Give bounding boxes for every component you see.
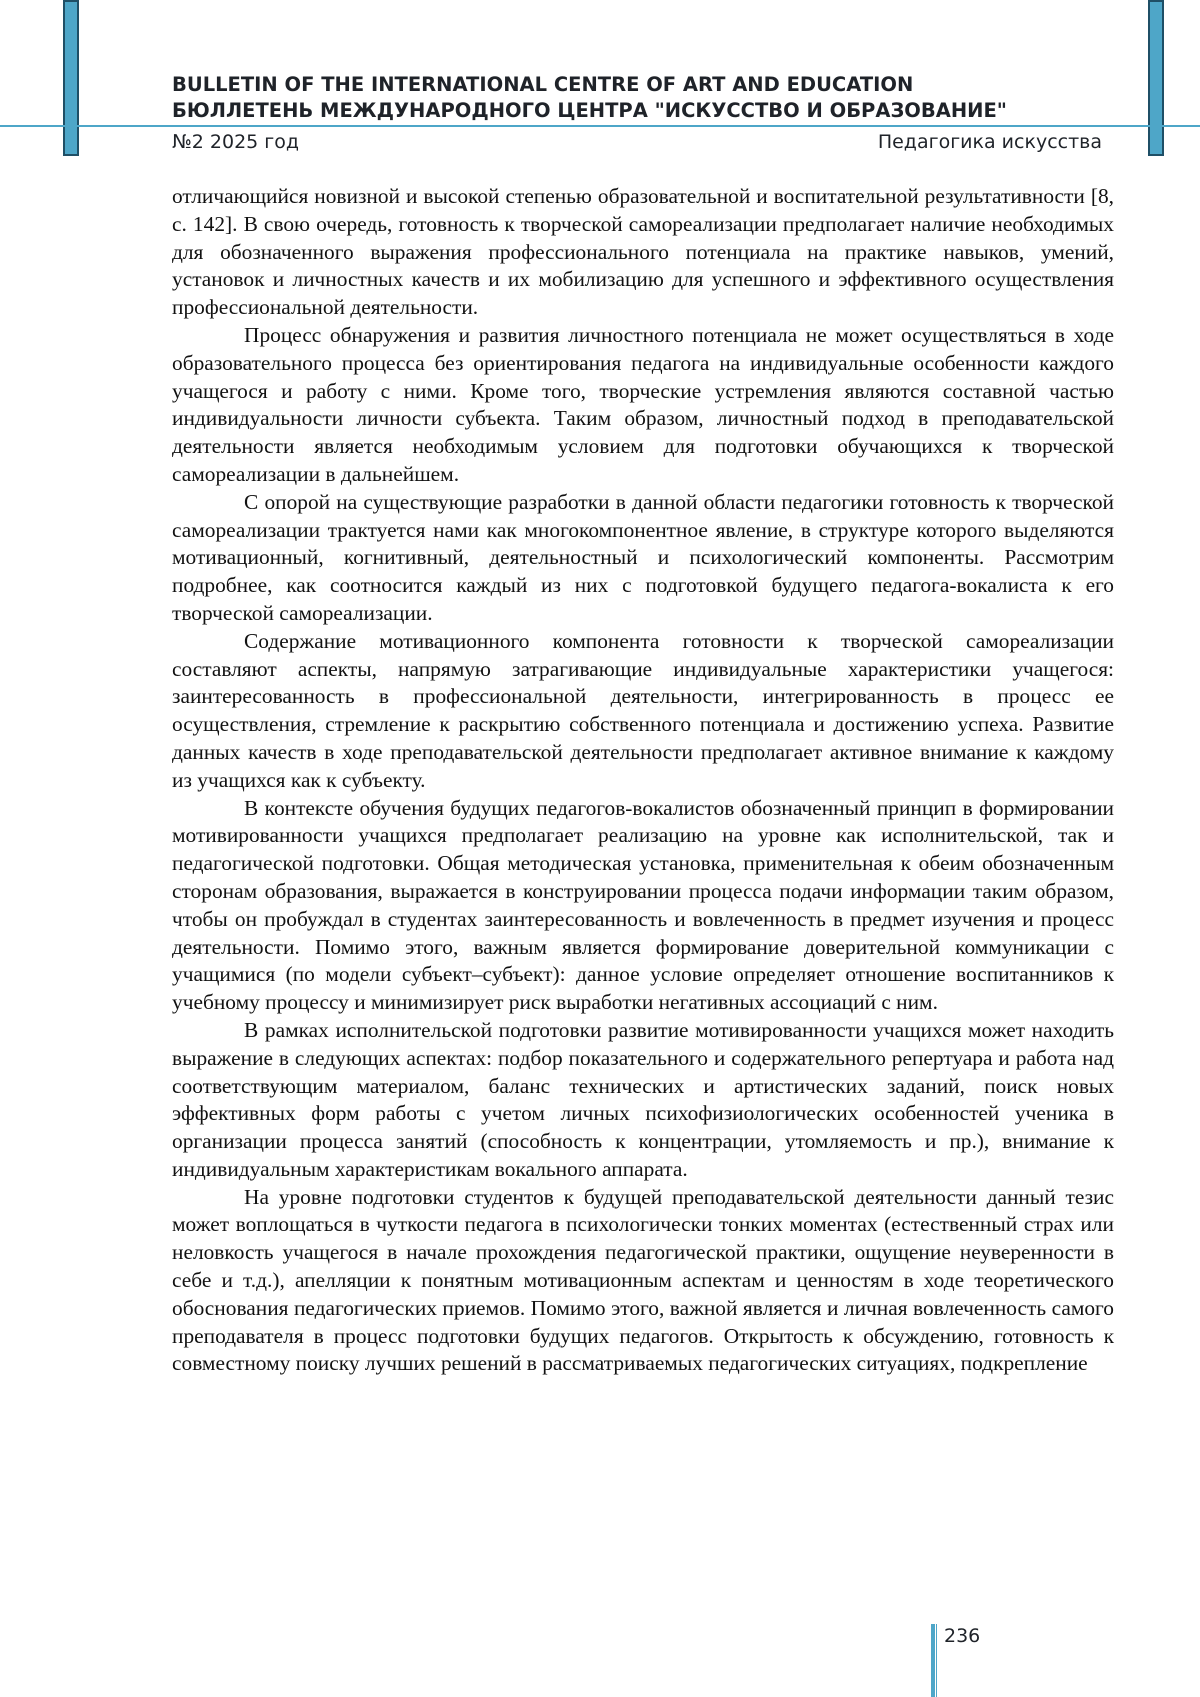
article-body — [172, 183, 1114, 1378]
paragraph: отличающийся новизной и высокой степенью образовательной и воспитательной результативности [8, с. 142]. В свою очередь, готовность к творческой самореализации предполагает наличие необходимых для обозначенного выражения профессионального потенциала на практике навыков, умений, установок и личностных качеств и их мобилизацию для успешного и эффективного осуществления профессиональной деятельности. — [172, 184, 1114, 320]
page-number-bar — [931, 1624, 935, 1697]
paragraph: В контексте обучения будущих педагогов-вокалистов обозначенный принцип в формировании мотивированности учащихся предполагает реализацию на уровне как исполнительской, так и педагогической подготовки. Общая методическая установка, применительная к обеим обозначенным сторонам образования, выражается в конструировании процесса подачи информации таким образом, чтобы он пробуждал в студентах заинтересованность и вовлеченность в предмет изучения и процесс деятельности. Помимо этого, важным является формирование доверительной коммуникации с учащимися (по модели субъект–субъект): данное условие определяет отношение воспитанников к учебному процессу и минимизирует риск выработки негативных ассоциаций с ним. — [172, 795, 1114, 1015]
paragraph: С опорой на существующие разработки в данной области педагогики готовность к творческой самореализации трактуется нами как многокомпонентное явление, в структуре которого выделяются мотивационный, когнитивный, деятельностный и психологический компоненты. Рассмотрим подробнее, как соотносится каждый из них с подготовкой будущего педагога-вокалиста к его творческой самореализации. — [172, 489, 1114, 625]
left-decor-bar — [63, 0, 79, 156]
header-rule — [0, 125, 1200, 127]
paragraph: На уровне подготовки студентов к будущей преподавательской деятельности данный тезис может воплощаться в чуткости педагога в психологически тонких моментах (естественный страх или неловкость учащегося в начале прохождения педагогической практики, ощущение неуверенности в себе и т.д.), апелляции к понятным мотивационным аспектам и ценностям в ходе теоретического обоснования педагогических приемов. Помимо этого, важной является и личная вовлеченность самого преподавателя в процесс подготовки будущих педагогов. Открытость к обсуждению, готовность к совместному поиску лучших решений в рассматриваемых педагогических ситуациях, подкрепление — [172, 1184, 1114, 1376]
journal-title — [172, 72, 1007, 124]
paragraph: Процесс обнаружения и развития личностного потенциала не может осуществляться в ходе образовательного процесса без ориентирования педагога на индивидуальные особенности каждого учащегося и работу с ними. Кроме того, творческие устремления являются составной частью индивидуальности личности субъекта. Таким образом, личностный подход в преподавательской деятельности является необходимым условием для подготовки обучающихся к творческой самореализации в дальнейшем. — [172, 322, 1114, 486]
journal-title-ru: БЮЛЛЕТЕНЬ МЕЖДУНАРОДНОГО ЦЕНТРА "ИСКУССТВО И ОБРАЗОВАНИЕ" — [172, 99, 1007, 122]
page-number-bar-thin — [936, 1624, 937, 1697]
page-number: 236 — [944, 1625, 981, 1647]
issue-label: №2 2025 год — [172, 131, 300, 153]
paragraph: Содержание мотивационного компонента готовности к творческой самореализации составляют аспекты, напрямую затрагивающие индивидуальные характеристики учащегося: заинтересованность в профессиональной деятельности, интегрированность в процесс ее осуществления, стремление к раскрытию собственного потенциала и достижению успеха. Развитие данных качеств в ходе преподавательской деятельности предполагает активное внимание к каждому из учащихся как к субъекту. — [172, 628, 1114, 792]
paragraph: В рамках исполнительской подготовки развитие мотивированности учащихся может находить выражение в следующих аспектах: подбор показательного и содержательного репертуара и работа над соответствующим материалом, баланс технических и артистических заданий, поиск новых эффективных форм работы с учетом личных психофизиологических особенностей ученика в организации процесса занятий (способность к концентрации, утомляемость и пр.), внимание к индивидуальным характеристикам вокального аппарата. — [172, 1017, 1114, 1181]
right-decor-bar — [1148, 0, 1164, 156]
section-label: Педагогика искусства — [877, 131, 1102, 153]
journal-title-en: BULLETIN OF THE INTERNATIONAL CENTRE OF ART AND EDUCATION — [172, 73, 914, 96]
